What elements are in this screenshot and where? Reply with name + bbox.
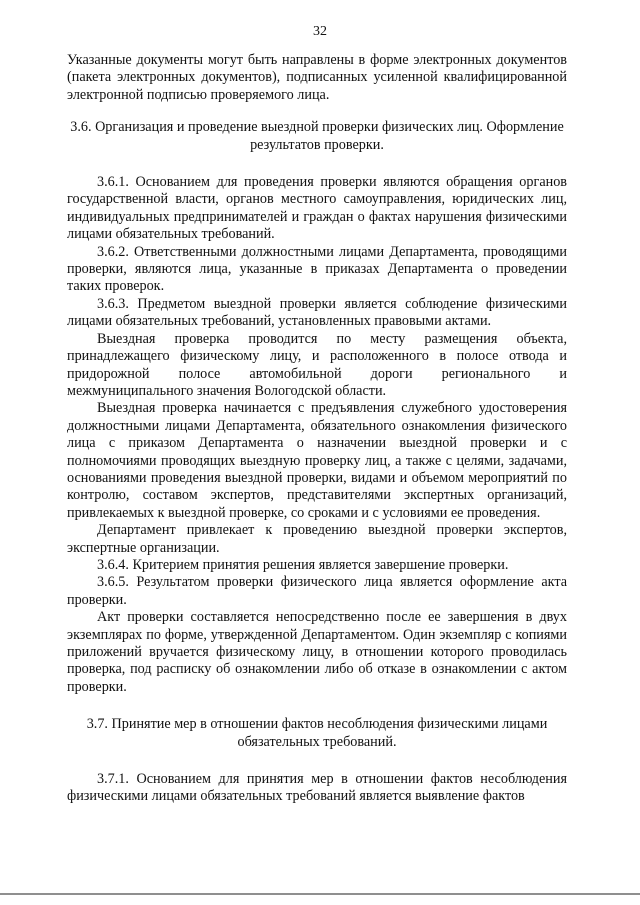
document-body (67, 52, 567, 806)
paragraph-3-7-1: 3.7.1. Основанием для принятия мер в отношении фактов несоблюдения физическими лицами обязательных требований является выявление фактов (67, 771, 567, 805)
scan-edge-line (0, 893, 640, 895)
paragraph-3-6-4: 3.6.4. Критерием принятия решения является завершение проверки. (97, 556, 509, 573)
paragraph-inspection-act: Акт проверки составляется непосредственно после ее завершения в двух экземплярах по форме, утвержденной Департаментом. Один экземпляр с копиями приложений вручается физическому лицу, в отношении которого проводилась проверка, под расписку об ознакомлении либо об отказе в ознакомлении с актом проверки. (67, 609, 567, 695)
page-number: 32 (313, 24, 327, 39)
section-heading-3-7: 3.7. Принятие мер в отношении фактов несоблюдения физическими лицами обязательных требований. (86, 716, 548, 750)
paragraph-continuation: Указанные документы могут быть направлены в форме электронных документов (пакета электронных документов), подписанных усиленной квалифицированной электронной подписью проверяемого лица. (67, 52, 567, 103)
paragraph-3-6-5: 3.6.5. Результатом проверки физического лица является оформление акта проверки. (67, 574, 567, 608)
paragraph-inspection-location: Выездная проверка проводится по месту размещения объекта, принадлежащего физическому лицу, и расположенного в полосе отвода и придорожной полосе автомобильной дороги регионального и межмуниципального значения Вологодской области. (67, 330, 567, 399)
section-heading-3-6: 3.6. Организация и проведение выездной проверки физических лиц. Оформление результатов проверки. (70, 119, 564, 153)
paragraph-experts: Департамент привлекает к проведению выездной проверки экспертов, экспертные организации. (67, 522, 567, 556)
paragraph-3-6-1: 3.6.1. Основанием для проведения проверки являются обращения органов государственной власти, органов местного самоуправления, юридических лиц, индивидуальных предпринимателей и граждан о фактах нарушения физическими лицами обязательных требований. (67, 174, 567, 243)
paragraph-inspection-start: Выездная проверка начинается с предъявления служебного удостоверения должностными лицами Департамента, обязательного ознакомления физического лица с приказом Департамента о назначении выездной проверки и с полномочиями проводящих выездную проверку лиц, а также с целями, задачами, основаниями проведения выездной проверки, видами и объемом мероприятий по контролю, составом экспертов, представителями экспертных организаций, привлекаемых к выездной проверке, со сроками и с условиями ее проведения. (67, 400, 567, 521)
paragraph-3-6-2: 3.6.2. Ответственными должностными лицами Департамента, проводящими проверки, являются лица, указанные в приказах Департамента о проведении таких проверок. (67, 243, 567, 295)
paragraph-3-6-3: 3.6.3. Предметом выездной проверки является соблюдение физическими лицами обязательных требований, установленных правовыми актами. (67, 295, 567, 330)
